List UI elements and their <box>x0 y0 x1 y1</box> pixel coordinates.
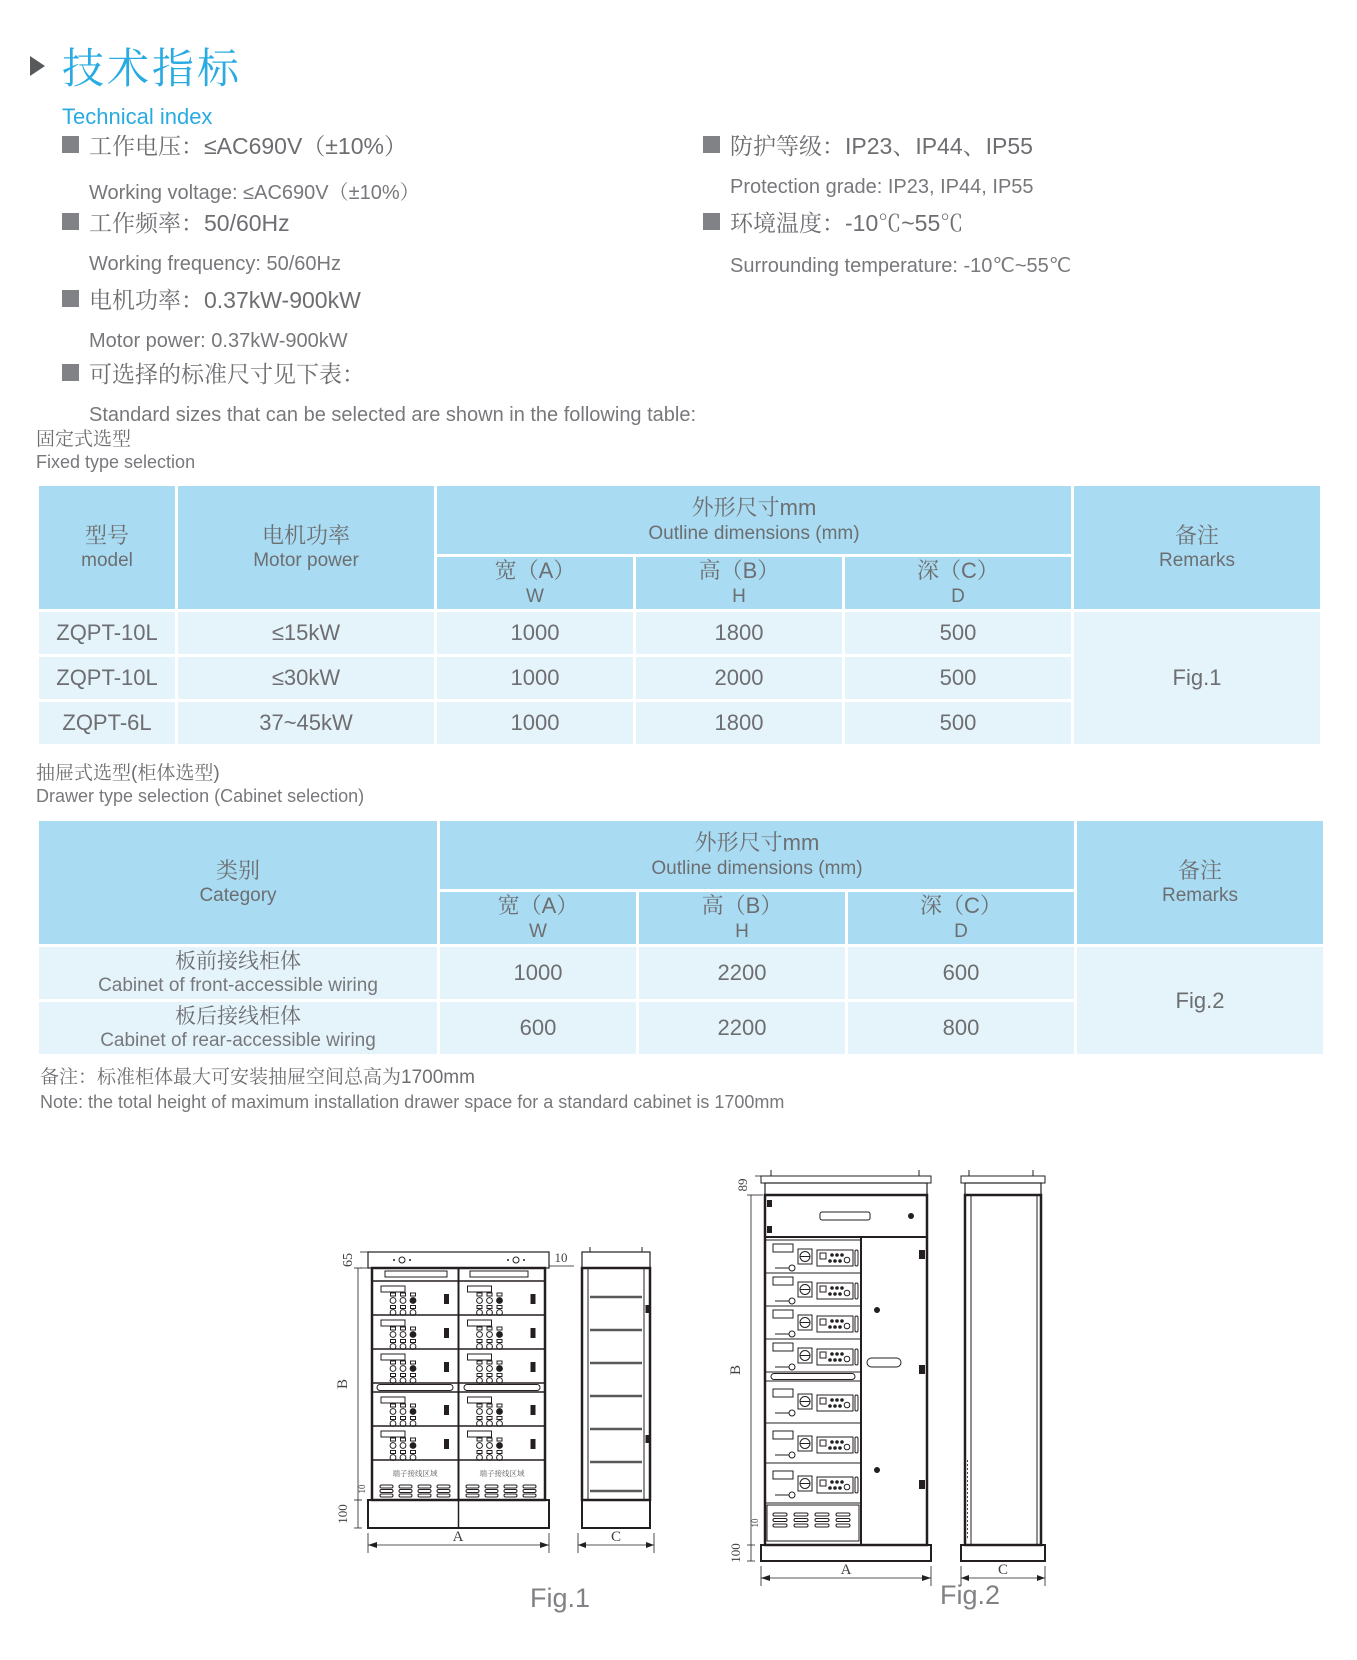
fig1-dim-top-right-label: 10 <box>554 1250 568 1265</box>
fig1-front-view <box>368 1252 549 1528</box>
header-category: 类别 Category <box>39 821 437 944</box>
spec-zh: 可选择的标准尺寸见下表： <box>89 361 365 387</box>
cell-height: 2200 <box>639 947 845 999</box>
spec-motor-power <box>62 282 361 353</box>
header-outline-dimensions: 外形尺寸mm Outline dimensions (mm) <box>437 486 1071 554</box>
cell-depth: 500 <box>845 657 1071 699</box>
cell-model: ZQPT-6L <box>39 702 175 744</box>
note-en: Note: the total height of maximum installation drawer space for a standard cabinet is 1700mm <box>40 1092 785 1112</box>
fig1-dim-top-label: 65 <box>341 1253 356 1267</box>
bullet-square-icon <box>62 213 79 230</box>
cell-width: 1000 <box>437 612 633 654</box>
header-remarks: 备注 Remarks <box>1074 486 1320 609</box>
fig2-dim-height-label: B <box>728 1364 744 1376</box>
fig2-side-view <box>961 1170 1045 1561</box>
spec-en: Surrounding temperature: -10℃~55℃ <box>730 255 1072 277</box>
table-row <box>39 612 1320 654</box>
spec-zh: 防护等级：IP23、IP44、IP55 <box>730 133 1033 159</box>
header-motor-power: 电机功率 Motor power <box>178 486 434 609</box>
header-outline-dimensions: 外形尺寸mm Outline dimensions (mm) <box>440 821 1074 889</box>
fig2-dim-depth-label: C <box>997 1562 1009 1578</box>
drawer-type-table <box>36 818 1326 1057</box>
fig2-dim-plinth-label: 100 <box>728 1543 743 1563</box>
spec-en: Standard sizes that can be selected are shown in the following table: <box>89 404 697 426</box>
note-zh: 备注：标准柜体最大可安装抽屉空间总高为1700mm <box>40 1067 475 1088</box>
bullet-square-icon <box>703 213 720 230</box>
cell-category: 板前接线柜体 Cabinet of front-accessible wiring <box>39 947 437 999</box>
header-height: 高（B） H <box>639 892 845 944</box>
cell-depth: 500 <box>845 702 1071 744</box>
spec-zh: 环境温度：-10℃~55℃ <box>730 210 964 236</box>
bullet-square-icon <box>62 136 79 153</box>
cell-height: 2000 <box>636 657 842 699</box>
header-height: 高（B） H <box>636 557 842 609</box>
cell-width: 1000 <box>440 947 636 999</box>
fig1-dim-depth-label: C <box>610 1529 622 1545</box>
cell-power: 37~45kW <box>178 702 434 744</box>
spec-surrounding-temperature <box>703 205 1071 278</box>
fig1-dim-height-label: B <box>335 1378 351 1390</box>
spec-zh: 电机功率：0.37kW-900kW <box>89 287 361 313</box>
cell-height: 1800 <box>636 702 842 744</box>
table-row <box>39 947 1323 999</box>
cell-model: ZQPT-10L <box>39 657 175 699</box>
fig1-dim-vent-label: 10 <box>357 1484 367 1494</box>
spec-zh: 工作电压：≤AC690V（±10%） <box>89 133 407 159</box>
cell-category: 板后接线柜体 Cabinet of rear-accessible wiring <box>39 1002 437 1054</box>
header-width: 宽（A） W <box>437 557 633 609</box>
fig2-caption: Fig.2 <box>939 1580 1001 1610</box>
section-arrow-icon <box>30 56 45 76</box>
cell-depth: 800 <box>848 1002 1074 1054</box>
cell-model: ZQPT-10L <box>39 612 175 654</box>
cell-remarks: Fig.2 <box>1077 947 1323 1054</box>
spec-en: Working frequency: 50/60Hz <box>89 253 341 275</box>
spec-working-frequency <box>62 205 341 276</box>
spec-table-intro <box>62 356 696 427</box>
spec-zh: 工作频率：50/60Hz <box>89 210 290 236</box>
header-depth: 深（C） D <box>845 557 1071 609</box>
fixed-section-title-en: Fixed type selection <box>36 452 196 472</box>
fig1-dim-width-label: A <box>452 1529 464 1545</box>
table-header-row <box>39 486 1320 554</box>
fig2-dim-vent-label: 10 <box>750 1518 760 1528</box>
cell-power: ≤30kW <box>178 657 434 699</box>
header-model: 型号 model <box>39 486 175 609</box>
drawer-section-title-zh: 抽屉式选型(柜体选型) <box>36 763 220 784</box>
cell-depth: 500 <box>845 612 1071 654</box>
fig1-dimensions <box>335 1250 654 1553</box>
header-remarks: 备注 Remarks <box>1077 821 1323 944</box>
cell-power: ≤15kW <box>178 612 434 654</box>
cell-height: 2200 <box>639 1002 845 1054</box>
fixed-type-table <box>36 483 1323 747</box>
spec-en: Motor power: 0.37kW-900kW <box>89 330 348 352</box>
fixed-section-title-zh: 固定式选型 <box>36 429 132 450</box>
table-header-row <box>39 821 1323 889</box>
cell-width: 600 <box>440 1002 636 1054</box>
page-title: 技术指标 <box>62 45 243 92</box>
drawer-section-title-en: Drawer type selection (Cabinet selection) <box>36 786 365 806</box>
fig1-terminal-area-label: 端子接线区域 <box>392 1469 438 1478</box>
cell-remarks: Fig.1 <box>1074 612 1320 744</box>
page-header <box>30 36 242 130</box>
fig2-dim-width-label: A <box>840 1562 852 1578</box>
fig1-caption: Fig.1 <box>529 1583 591 1613</box>
fig2-front-view <box>761 1170 931 1561</box>
fig1-dim-plinth-label: 100 <box>335 1504 350 1524</box>
fig1-terminal-area-label: 端子接线区域 <box>479 1469 525 1478</box>
spec-en: Working voltage: ≤AC690V（±10%） <box>89 182 420 204</box>
fig2-drawing <box>715 1140 1065 1595</box>
fig2-dim-top-label: 89 <box>735 1178 750 1192</box>
spec-protection-grade <box>703 128 1034 199</box>
page-subtitle: Technical index <box>62 104 213 129</box>
bullet-square-icon <box>703 136 720 153</box>
cell-height: 1800 <box>636 612 842 654</box>
fig1-drawing <box>330 1245 675 1575</box>
spec-working-voltage <box>62 128 420 205</box>
bullet-square-icon <box>62 290 79 307</box>
bullet-square-icon <box>62 364 79 381</box>
cell-depth: 600 <box>848 947 1074 999</box>
fig1-side-view <box>582 1247 650 1528</box>
cell-width: 1000 <box>437 702 633 744</box>
spec-en: Protection grade: IP23, IP44, IP55 <box>730 176 1034 198</box>
header-depth: 深（C） D <box>848 892 1074 944</box>
header-width: 宽（A） W <box>440 892 636 944</box>
cell-width: 1000 <box>437 657 633 699</box>
